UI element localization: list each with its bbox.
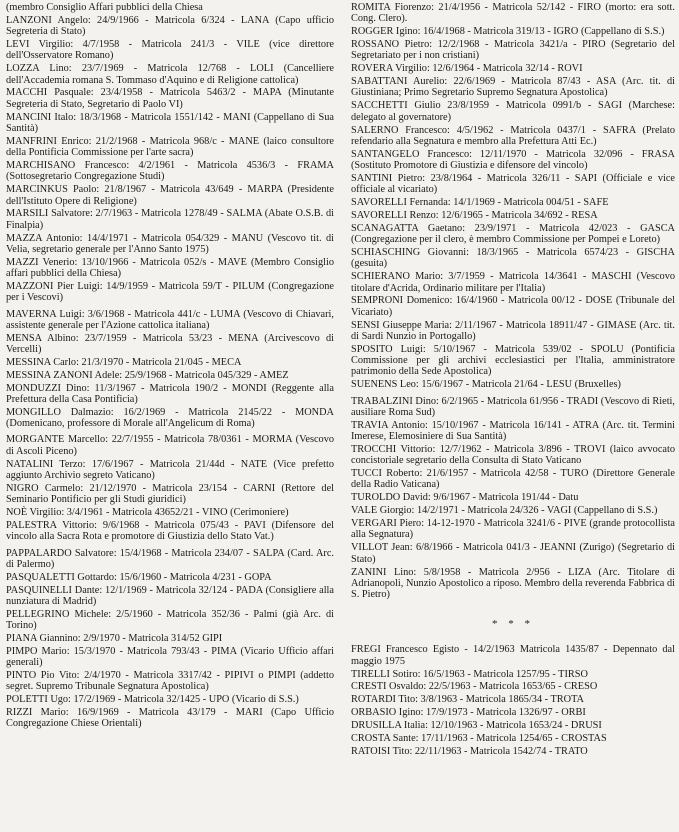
registry-entry: SALERNO Francesco: 4/5/1962 - Matricola 0437/1 - SAFRA (Prelato refendario alla Segnatura e membro alla Prefettura Atti Ec.) [351,124,675,147]
registry-entry: DRUSILLA Italia: 12/10/1963 - Matricola 1653/24 - DRUSI [351,720,602,732]
registry-entry: MANCINI Italo: 18/3/1968 - Matricola 1551/142 - MANI (Cappellano di Sua Santità) [6,111,334,134]
registry-entry: CRESTI Osvaldo: 22/5/1963 - Matricola 1653/65 - CRESO [351,681,598,693]
registry-entry: ORBASIO Igino: 17/9/1973 - Matricola 1326/97 - ORBI [351,707,586,719]
registry-entry: LANZONI Angelo: 24/9/1966 - Matricola 6/324 - LANA (Capo ufficio Segreteria di Stato) [6,14,334,38]
registry-entry: TRABALZINI Dino: 6/2/1965 - Matricola 61/956 - TRADI (Vescovo di Rieti, ausiliare Roma Sud) [351,395,675,418]
registry-entry: PELLEGRINO Michele: 2/5/1960 - Matricola 352/36 - Palmi (già Arc. di Torino) [6,608,334,632]
registry-entry: MAZZI Venerio: 13/10/1966 - Matricola 052/s - MAVE (Membro Consiglio affari pubblici della Chiesa) [6,256,334,280]
registry-entry: MESSINA Carlo: 21/3/1970 - Matricola 21/045 - MECA [6,356,242,368]
registry-entry: ROGGER Igino: 16/4/1968 - Matricola 319/13 - IGRO (Cappellano di S.S.) [351,26,665,38]
registry-entry: MARCHISANO Francesco: 4/2/1961 - Matricola 4536/3 - FRAMA (Sottosegretario Congregazione Studi) [6,160,334,183]
registry-entry: TROCCHI Vittorio: 12/7/1962 - Matricola 3/896 - TROVI (laico avvocato concistoriale segretario della Consulta di Stato Vaticano [351,443,675,467]
registry-entry: PIANA Giannino: 2/9/1970 - Matricola 314/52 GIPI [6,632,223,644]
registry-entry: ROSSANO Pietro: 12/2/1968 - Matricola 3421/a - PIRO (Segretario del Segretariato per i non cristiani) [351,39,675,62]
registry-entry: MORGANTE Marcello: 22/7/1955 - Matricola 78/0361 - MORMA (Vescovo di Ascoli Piceno) [6,434,334,457]
registry-entry: PALESTRA Vittorio: 9/6/1968 - Matricola 075/43 - PAVI (Difensore del vincolo alla Sacra Rota e promotore di Giustizia dello Stato Vat.) [6,519,334,543]
registry-entry: VERGARI Piero: 14-12-1970 - Matricola 3241/6 - PIVE (grande protocollista alla Segnatura) [351,518,675,541]
registry-entry: SENSI Giuseppe Maria: 2/11/1967 - Matricola 18911/47 - GIMASE (Arc. tit. di Sardi Nunzio in Portogallo) [351,319,675,342]
registry-entry: MANFRINI Enrico: 21/2/1968 - Matricola 968/c - MANE (laico consultore della Pontificia Commissione per l'arte sacra) [6,135,334,159]
registry-entry: PASQUINELLI Dante: 12/1/1969 - Matricola 32/124 - PADA (Consigliere alla nunziatura di Madrid) [6,584,334,607]
registry-entry: SCANAGATTA Gaetano: 23/9/1971 - Matricola 42/023 - GASCA (Congregazione per il clero, è membro Commissione per Pompei e Loreto) [351,222,675,246]
registry-entry: LOZZA Lino: 23/7/1969 - Matricola 12/768 - LOLI (Cancelliere dell'Accademia romana S. Tommaso d'Aquino e di Religione cattolica) [6,63,334,86]
registry-entry: RATOISI Tito: 22/11/1963 - Matricola 1542/74 - TRATO [351,745,588,757]
registry-entry: MAZZA Antonio: 14/4/1971 - Matricola 054/329 - MANU (Vescovo tit. di Velia, segretario generale per l'Anno Santo 1975) [6,232,334,255]
registry-entry: MAZZONI Pier Luigi: 14/9/1959 - Matricola 59/T - PILUM (Congregazione per i Vescovi) [6,280,334,304]
registry-entry: SEMPRONI Domenico: 16/4/1960 - Matricola 00/12 - DOSE (Tribunale del Vicariato) [351,295,675,318]
registry-entry: ROVERA Virgilio: 12/6/1964 - Matricola 32/14 - ROVI [351,63,583,75]
registry-entry: PINTO Pio Vito: 2/4/1970 - Matricola 3317/42 - PIPIVI o PIMPI (addetto segret. Supremo Tribunale Segnatura Apostolica) [6,670,334,693]
registry-entry: NOÈ Virgilio: 3/4/1961 - Matricola 43652/21 - VINO (Cerimoniere) [6,507,289,519]
registry-entry: NATALINI Terzo: 17/6/1967 - Matricola 21/44d - NATE (Vice prefetto aggiunto Archivio segreto Vaticano) [6,458,334,481]
registry-entry: VILLOT Jean: 6/8/1966 - Matricola 041/3 - JEANNI (Zurigo) (Segretario di Stato) [351,542,675,565]
registry-entry: RIZZI Mario: 16/9/1969 - Matricola 43/179 - MARI (Capo Ufficio Congregazione Chiese Orientali) [6,707,334,730]
registry-entry: SAVORELLI Fernanda: 14/1/1969 - Matricola 004/51 - SAFE [351,197,609,209]
registry-entry: FREGI Francesco Egisto - 14/2/1963 Matricola 1435/87 - Depennato dal maggio 1975 [351,644,675,667]
registry-entry: ROTARDI Tito: 3/8/1963 - Matricola 1865/34 - TROTA [351,694,584,706]
registry-entry: MARCINKUS Paolo: 21/8/1967 - Matricola 43/649 - MARPA (Presidente dell'Istituto Opere di Religione) [6,184,334,207]
registry-entry: PASQUALETTI Gottardo: 15/6/1960 - Matricola 4/231 - GOPA [6,571,272,583]
registry-entry: PAPPALARDO Salvatore: 15/4/1968 - Matricola 234/07 - SALPA (Card. Arc. di Palermo) [6,547,334,570]
registry-entry: SPOSITO Luigi: 5/10/1967 - Matricola 539/02 - SPOLU (Pontificia Commissione per gli archivi ecclesiastici per l'Italia, amministratore patrimonio della Sede Apostolica) [351,343,675,378]
registry-entry: SABATTANI Aurelio: 22/6/1969 - Matricola 87/43 - ASA (Arc. tit. di Giustiniana; Primo Segretario Supremo Segnatura Apostolica) [351,76,675,99]
registry-entry: SANTINI Pietro: 23/8/1964 - Matricola 326/11 - SAPI (Officiale e vice officiale al vicariato) [351,172,675,196]
registry-entry: MAVERNA Luigi: 3/6/1968 - Matricola 441/c - LUMA (Vescovo di Chiavari, assistente generale per l'Azione cattolica italiana) [6,308,334,331]
registry-entry: SANTANGELO Francesco: 12/11/1970 - Matricola 32/096 - FRASA (Sostituto Promotore di Giustizia e difensore del vincolo) [351,148,675,172]
registry-entry: POLETTI Ugo: 17/2/1969 - Matricola 32/1425 - UPO (Vicario di S.S.) [6,694,299,706]
registry-entry: MACCHI Pasquale: 23/4/1958 - Matricola 5463/2 - MAPA (Minutante Segreteria di Stato, Segretario di Paolo VI) [6,87,334,110]
registry-entry: SACCHETTI Giulio 23/8/1959 - Matricola 0991/b - SAGI (Marchese: delegato al governatore) [351,100,675,123]
registry-entry: ROMITA Fiorenzo: 21/4/1956 - Matricola 52/142 - FIRO (morto: era sott. Cong. Clero). [351,2,675,25]
registry-entry: TIRELLI Sotiro: 16/5/1963 - Matricola 1257/95 - TIRSO [351,668,588,680]
left-column [6,2,334,731]
registry-entry: (membro Consiglio Affari pubblici della Chiesa [6,2,203,13]
registry-entry: TUCCI Roberto: 21/6/1957 - Matricola 42/58 - TURO (Direttore Generale della Radio Vaticana) [351,468,675,491]
registry-entry: NIGRO Carmelo: 21/12/1970 - Matricola 23/154 - CARNI (Rettore del Seminario Pontificio per gli Studi giuridici) [6,482,334,506]
registry-entry: MARSILI Salvatore: 2/7/1963 - Matricola 1278/49 - SALMA (Abate O.S.B. di Finalpia) [6,208,334,231]
registry-entry: MONGILLO Dalmazio: 16/2/1969 - Matricola 2145/22 - MONDA (Domenicano, professore di Morale all'Angelicum di Roma) [6,406,334,430]
right-column [351,2,675,759]
registry-entry: PIMPO Mario: 15/3/1970 - Matricola 793/43 - PIMA (Vicario Ufficio affari generali) [6,645,334,669]
section-separator: * * * [492,618,534,631]
registry-entry: CROSTA Sante: 17/11/1963 - Matricola 1254/65 - CROSTAS [351,733,607,745]
registry-entry: ZANINI Lino: 5/8/1958 - Matricola 2/956 - LIZA (Arc. Titolare di Adrianopoli, Nunzio Apostolico a riposo. Membro della reverenda Fabbrica di S. Pietro) [351,566,675,601]
registry-entry: TUROLDO David: 9/6/1967 - Matricola 191/44 - Datu [351,492,579,504]
registry-entry: SAVORELLI Renzo: 12/6/1965 - Matricola 34/692 - RESA [351,209,598,221]
registry-entry: LEVI Virgilio: 4/7/1958 - Matricola 241/3 - VILE (vice direttore dell'Osservatore Romano) [6,39,334,62]
registry-entry: MENSA Albino: 23/7/1959 - Matricola 53/23 - MENA (Arcivescovo di Vercelli) [6,332,334,356]
registry-entry: VALE Giorgio: 14/2/1971 - Matricola 24/326 - VAGI (Cappellano di S.S.) [351,505,658,517]
registry-entry: SUENENS Leo: 15/6/1967 - Matricola 21/64 - LESU (Bruxelles) [351,379,621,391]
registry-entry: MESSINA ZANONI Adele: 25/9/1968 - Matricola 045/329 - AMEZ [6,369,289,381]
registry-entry: SCHIASCHING Giovanni: 18/3/1965 - Matricola 6574/23 - GISCHA (gesuita) [351,247,675,270]
registry-entry: TRAVIA Antonio: 15/10/1967 - Matricola 16/141 - ATRA (Arc. tit. Termini Imerese, Elemosiniere di Sua Santità) [351,419,675,443]
registry-entry: SCHIERANO Mario: 3/7/1959 - Matricola 14/3641 - MASCHI (Vescovo titolare d'Acrida, Ordinario militare per l'Italia) [351,271,675,294]
registry-entry: MONDUZZI Dino: 11/3/1967 - Matricola 190/2 - MONDI (Reggente alla Prefettura della Casa Pontificia) [6,382,334,405]
